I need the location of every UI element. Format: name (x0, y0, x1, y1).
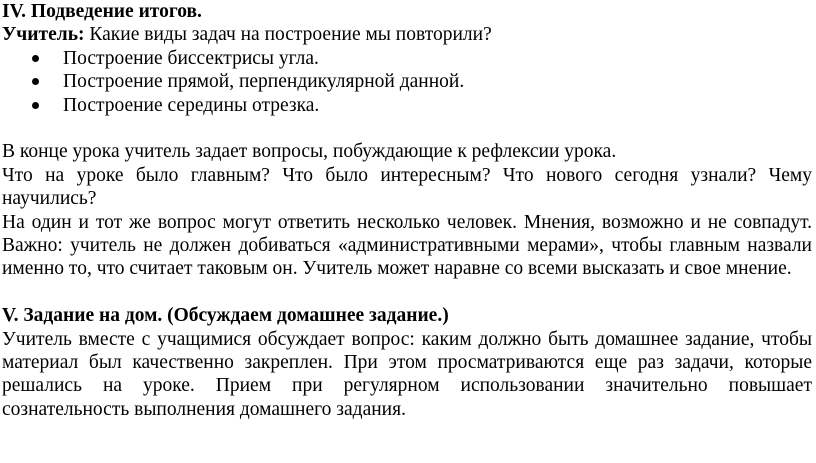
teacher-label: Учитель: (2, 24, 85, 46)
list-item-text: Построение середины отрезка. (63, 94, 320, 116)
task-list (2, 47, 812, 117)
section-5-heading: V. Задание на дом. (Обсуждаем домашнее задание.) (2, 305, 449, 327)
blank-line (2, 281, 812, 304)
opinions-paragraph: На один и тот же вопрос могут ответить несколько человек. Мнения, возможно и не совпадут. Важно: учитель не должен добиваться «административными мерами», чтобы главным назвали именно то, что считает таковым он. Учитель может наравне со всеми высказать и свое мнение. (2, 211, 812, 280)
bullet-icon (32, 102, 39, 109)
homework-paragraph: Учитель вместе с учащимися обсуждает вопрос: каким должно быть домашнее задание, чтобы материал был качественно закреплен. При этом просматриваются еще раз задачи, которые решались на уроке. Прием при регулярном использовании значительно повышает сознательность выполнения домашнего задания. (2, 328, 812, 420)
blank-line (2, 117, 812, 140)
question-text: Какие виды задач на построение мы повторили? (84, 24, 492, 46)
bullet-icon (32, 55, 39, 62)
section-4-heading: IV. Подведение итогов. (2, 1, 202, 22)
bullet-icon (32, 78, 39, 85)
reflection-questions-paragraph: Что на уроке было главным? Что было интересным? Что нового сегодня узнали? Чему научились? (2, 164, 812, 210)
reflection-paragraph: В конце урока учитель задает вопросы, побуждающие к рефлексии урока. (2, 141, 617, 163)
list-item-text: Построение прямой, перпендикулярной данной. (63, 71, 465, 93)
list-item (2, 47, 812, 70)
list-item-text: Построение биссектрисы угла. (63, 47, 319, 69)
list-item (2, 94, 812, 117)
teacher-question (2, 23, 812, 46)
list-item (2, 70, 812, 93)
